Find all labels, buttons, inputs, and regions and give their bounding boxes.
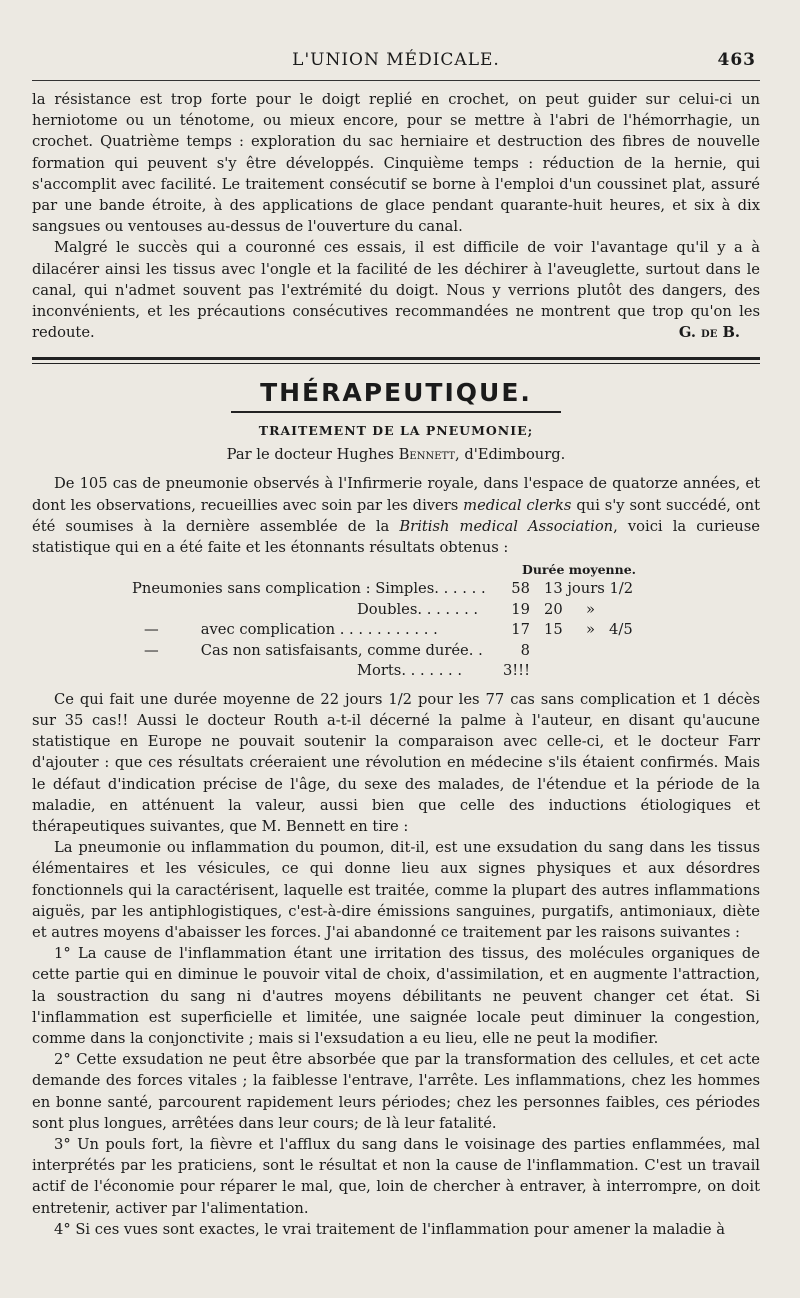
body-paragraph-5: 3° Un pouls fort, la fièvre et l'afflux du sang dans le voisinage des parties enflammées, mal interprétés par les praticiens, sont le résultat et non la cause de l'inflammation. C'est un travail actif de l'économie pour réparer le mal, que, loin de chercher à entraver, à interrompre, on doit entretenir, activer par l'alimentation.	[32, 1136, 760, 1217]
stats-row-count: 17	[511, 621, 530, 639]
body-paragraph-4: 2° Cette exsudation ne peut être absorbée que par la transformation des cellules, et cet acte demande des forces vitales ; la faiblesse l'entrave, l'arrête. Les inflammations, chez les hommes en bonne santé, parcourent rapidement leurs périodes; chez les personnes faibles, ces périodes sont plus longues, arrêtées dans leur cours; de là leur fatalité.	[32, 1051, 760, 1132]
author-name: Bennett	[398, 446, 456, 464]
stats-row-duration: 13 jours 1/2	[544, 580, 634, 598]
stats-intro-paragraph	[32, 473, 760, 558]
article-byline	[32, 446, 760, 463]
stats-row	[32, 601, 760, 622]
stats-row-count: 8	[520, 641, 530, 659]
header-rule	[32, 80, 760, 81]
intro-paragraph-2-text: Malgré le succès qui a couronné ces essais, il est difficile de voir l'avantage qu'il y a à dilacérer ainsi les tissus avec l'ongle et la facilité de les déchirer à l'aveuglette, surtout dans le canal, qui n'admet souvent pas l'extrémité du doigt. Nous y verrions plutôt des dangers, des inconvénients, et les précautions consécutives recommandées ne montrent que trop qu'on les redoute.	[32, 239, 760, 342]
title-rule	[231, 411, 561, 413]
stats-row-label: Morts. . . . . . .	[357, 662, 463, 680]
stats-row	[32, 662, 760, 683]
stats-row-count: 19	[511, 600, 530, 618]
stats-row-label: Doubles. . . . . . .	[357, 600, 479, 618]
stats-row-count: 3!!!	[502, 662, 530, 680]
section-divider	[32, 357, 760, 364]
stats-row	[32, 642, 760, 663]
stats-row-count: 58	[511, 580, 530, 598]
intro-paragraph-1: la résistance est trop forte pour le doigt replié en crochet, on peut guider sur celui-ci un herniotome ou un ténotome, ou mieux encore, pour se mettre à l'abri de l'hémorrhagie, un crochet. Quatrième temps : exploration du sac herniaire et destruction des fibres de nouvelle formation qui peuvent s'y être développés. Cinquième temps : réduction de la hernie, qui s'accomplit avec facilité. Le traitement consécutif se borne à l'emploi d'un coussinet plat, assuré par une bande étroite, à des applications de glace pendant quarante-huit heures, et six à dix sangsues ou ventouses au-dessus de l'ouverture du canal.	[32, 91, 760, 236]
statistics-table	[32, 562, 760, 683]
stats-intro-italic-1: medical clerks	[463, 496, 572, 514]
body-paragraph-6: 4° Si ces vues sont exactes, le vrai traitement de l'inflammation pour amener la maladie à	[54, 1220, 725, 1238]
stats-intro-text-2: qui s'y sont succédé, ont été soumises à la dernière assemblée de la	[32, 496, 760, 535]
stats-row	[32, 580, 760, 601]
author-signature: G. de B.	[678, 324, 740, 342]
section-title: THÉRAPEUTIQUE.	[260, 378, 532, 408]
article-subtitle: TRAITEMENT DE LA PNEUMONIE;	[258, 423, 534, 439]
stats-intro-text-1: De 105 cas de pneumonie observés à l'Infirmerie royale, dans l'espace de quatorze années, et dont les observations, recueillies avec soin par les divers	[32, 475, 760, 514]
body-paragraph-1: Ce qui fait une durée moyenne de 22 jours 1/2 pour les 77 cas sans complication et 1 décès sur 35 cas!! Aussi le docteur Routh a-t-il décerné la palme à l'auteur, en disant qu'aucune statistique en Europe ne pouvait soutenir la comparaison avec celle-ci, et le docteur Farr d'ajouter : que ces résultats créeraient une révolution en médecine s'ils étaient confirmés. Mais le défaut d'indication précise de l'âge, du sexe des malades, de l'étendue et la période de la maladie, en atténuent la valeur, aussi bien que celle des inductions étiologiques et thérapeutiques suivantes, que M. Bennett en tire :	[32, 690, 760, 835]
body-paragraph-2: La pneumonie ou inflammation du poumon, dit-il, est une exsudation du sang dans les tissus élémentaires et les vésicules, ce qui donne lieu aux signes physiques et aux désordres fonctionnels qui la caractérisent, laquelle est traitée, comme la plupart des autres inflammations aiguës, par les antiphlogistiques, c'est-à-dire émissions sanguines, purgatifs, antimoniaux, diète et autres moyens d'abaisser les forces. J'ai abandonné ce traitement par les raisons suivantes :	[32, 839, 760, 941]
running-header	[32, 48, 760, 76]
intro-paragraph-2	[32, 237, 760, 343]
stats-row-duration: 15 » 4/5	[544, 621, 633, 639]
stats-row-duration: 20 »	[544, 600, 596, 618]
stats-row-label: — Cas non satisfaisants, comme durée. .	[144, 641, 483, 659]
stats-intro-italic-2: British medical Association	[399, 517, 614, 535]
page-number: 463	[717, 50, 756, 70]
stats-column-header	[32, 562, 760, 580]
byline-suffix: , d'Edimbourg.	[455, 446, 566, 464]
body-paragraph-3: 1° La cause de l'inflammation étant une irritation des tissus, des molécules organiques de cette partie qui en diminue le pouvoir vital de choix, d'assimilation, et en augmente l'attraction, la soustraction du sang ni d'autres moyens débilitants ne peuvent changer cet état. Si l'inflammation est superficielle et limitée, une saignée locale peut diminuer la congestion, comme dans la conjonctivite ; mais si l'exsudation a eu lieu, elle ne peut la modifier.	[32, 945, 760, 1047]
stats-row-label: — avec complication . . . . . . . . . . .	[144, 621, 438, 639]
stats-intro-text-3: , voici la curieuse statistique qui en a été faite et les étonnants résultats obtenus :	[32, 517, 760, 557]
stats-row-label: Pneumonies sans complication : Simples. . . . . .	[132, 580, 486, 598]
byline-prefix: Par le docteur Hughes	[226, 446, 399, 464]
journal-title: L'UNION MÉDICALE.	[292, 50, 500, 70]
duration-header: Durée moyenne.	[522, 562, 637, 578]
stats-row	[32, 621, 760, 642]
